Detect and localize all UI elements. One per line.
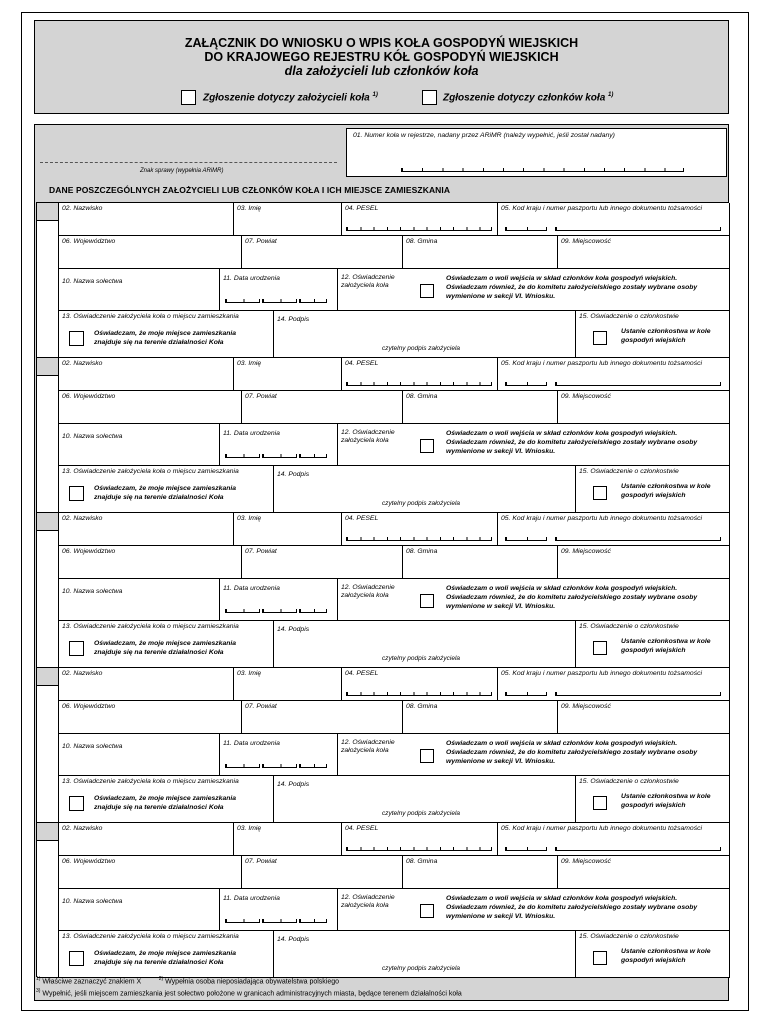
birth-day-ticks: [225, 454, 260, 458]
founder-decl-line3: wymienione w sekcji VI. Wniosku.: [446, 603, 556, 610]
residence-decl-line1: Oświadczam, że moje miejsce zamieszkania: [94, 485, 237, 492]
county-label: 07. Powiat: [245, 858, 277, 865]
surname-field[interactable]: [59, 823, 234, 856]
signature-field[interactable]: [274, 931, 576, 978]
founders-checkbox[interactable]: [181, 90, 196, 105]
membership-statement-field: [576, 621, 730, 668]
birth-month-ticks: [262, 609, 297, 613]
membership-decl-line2: gospodyń wiejskich: [621, 492, 686, 499]
birth-date-label: 11. Data urodzenia: [223, 430, 280, 437]
pesel-field[interactable]: [342, 513, 498, 546]
residence-statement-checkbox[interactable]: [69, 641, 84, 656]
surname-label: 02. Nazwisko: [62, 360, 103, 367]
founder-decl-line3: wymienione w sekcji VI. Wniosku.: [446, 293, 556, 300]
signature-field[interactable]: [274, 621, 576, 668]
membership-decl-line1: Ustanie członkostwa w kole: [621, 483, 711, 490]
founder-statement-checkbox[interactable]: [420, 284, 434, 298]
birth-year-ticks: [299, 299, 327, 303]
first-name-label: 03. Imię: [237, 515, 262, 522]
commune-field[interactable]: [403, 856, 558, 889]
voivodeship-label: 06. Województwo: [62, 393, 116, 400]
commune-field[interactable]: [403, 236, 558, 269]
membership-end-checkbox[interactable]: [593, 331, 607, 345]
founder-statement-label-2: założyciela koła: [341, 747, 389, 754]
birth-month-ticks: [262, 299, 297, 303]
entry-block: [36, 822, 729, 977]
founder-statement-label-2: założyciela koła: [341, 282, 389, 289]
founder-decl-line2: Oświadczam również, że do komitetu założycielskiego zostały wybrane osoby: [446, 284, 698, 291]
locality-field[interactable]: [558, 856, 730, 889]
country-code-ticks: [505, 227, 547, 231]
membership-decl-line2: gospodyń wiejskich: [621, 802, 686, 809]
residence-decl-line2: znajduje się na terenie działalności Koła: [94, 804, 224, 811]
pesel-ticks: [346, 382, 492, 386]
founder-statement-field: [338, 889, 730, 931]
village-name-label: 10. Nazwa sołectwa: [62, 898, 123, 905]
first-name-field[interactable]: [234, 668, 342, 701]
locality-label: 09. Miejscowość: [561, 393, 611, 400]
voivodeship-label: 06. Województwo: [62, 703, 116, 710]
document-number-label: 05. Kod kraju i numer paszportu lub innego dokumentu tożsamości: [501, 670, 702, 677]
locality-label: 09. Miejscowość: [561, 238, 611, 245]
founder-decl-line1: Oświadczam o woli wejścia w skład członków koła gospodyń wiejskich.: [446, 430, 678, 437]
commune-field[interactable]: [403, 701, 558, 734]
birth-date-field[interactable]: [220, 424, 338, 466]
membership-statement-field: [576, 776, 730, 823]
first-name-field[interactable]: [234, 513, 342, 546]
residence-statement-field: [59, 931, 274, 978]
commune-label: 08. Gmina: [406, 703, 438, 710]
founder-decl-line2: Oświadczam również, że do komitetu założycielskiego zostały wybrane osoby: [446, 749, 698, 756]
pesel-label: 04. PESEL: [345, 825, 379, 832]
membership-statement-field: [576, 466, 730, 513]
birth-date-label: 11. Data urodzenia: [223, 585, 280, 592]
first-name-label: 03. Imię: [237, 205, 262, 212]
signature-label: 14. Podpis: [277, 316, 310, 323]
country-code-ticks: [505, 382, 547, 386]
locality-field[interactable]: [558, 701, 730, 734]
case-number-label: Znak sprawy (wypełnia ARiMR): [140, 168, 224, 174]
pesel-label: 04. PESEL: [345, 670, 379, 677]
founder-statement-label-1: 12. Oświadczenie: [341, 584, 395, 591]
surname-field[interactable]: [59, 513, 234, 546]
founder-decl-line3: wymienione w sekcji VI. Wniosku.: [446, 758, 556, 765]
membership-statement-label: 15. Oświadczenie o członkostwie: [579, 468, 679, 475]
surname-field[interactable]: [59, 668, 234, 701]
county-label: 07. Powiat: [245, 393, 277, 400]
locality-label: 09. Miejscowość: [561, 703, 611, 710]
founder-statement-field: [338, 734, 730, 776]
residence-statement-checkbox[interactable]: [69, 796, 84, 811]
form-header: [34, 20, 729, 114]
voivodeship-label: 06. Województwo: [62, 858, 116, 865]
residence-decl-line2: znajduje się na terenie działalności Koła: [94, 649, 224, 656]
commune-label: 08. Gmina: [406, 858, 438, 865]
birth-month-ticks: [262, 454, 297, 458]
signature-caption: czytelny podpis założyciela: [382, 810, 461, 817]
residence-decl-line2: znajduje się na terenie działalności Koła: [94, 339, 224, 346]
birth-day-ticks: [225, 609, 260, 613]
birth-year-ticks: [299, 919, 327, 923]
birth-date-field[interactable]: [220, 734, 338, 776]
footnote-line-1: $^{1)}$ Właściwe zaznaczyć znakiem X $^{2)}$ Wypełnia osoba nieposiadająca obywatelstwa polskiego: [36, 976, 340, 986]
locality-label: 09. Miejscowość: [561, 548, 611, 555]
birth-year-ticks: [299, 454, 327, 458]
membership-decl-line2: gospodyń wiejskich: [621, 337, 686, 344]
form-title-line1: ZAŁĄCZNIK DO WNIOSKU O WPIS KOŁA GOSPODYŃ WIEJSKICH: [184, 36, 579, 50]
county-field[interactable]: [242, 856, 403, 889]
entry-side-cell: [37, 221, 59, 358]
residence-statement-label: 13. Oświadczenie założyciela koła o miejscu zamieszkania: [62, 778, 239, 785]
voivodeship-field[interactable]: [59, 701, 242, 734]
entry-number-cell: [37, 203, 59, 221]
entry-block: [36, 512, 729, 667]
founder-statement-checkbox[interactable]: [420, 594, 434, 608]
residence-statement-label: 13. Oświadczenie założyciela koła o miejscu zamieszkania: [62, 623, 239, 630]
signature-field[interactable]: [274, 466, 576, 513]
commune-label: 08. Gmina: [406, 238, 438, 245]
birth-date-field[interactable]: [220, 889, 338, 931]
form-title-line2: DO KRAJOWEGO REJESTRU KÓŁ GOSPODYŃ WIEJSKICH: [204, 50, 559, 64]
county-label: 07. Powiat: [245, 703, 277, 710]
surname-label: 02. Nazwisko: [62, 825, 103, 832]
membership-decl-line2: gospodyń wiejskich: [621, 647, 686, 654]
founder-decl-line1: Oświadczam o woli wejścia w skład członków koła gospodyń wiejskich.: [446, 740, 678, 747]
pesel-field[interactable]: [342, 358, 498, 391]
first-name-label: 03. Imię: [237, 825, 262, 832]
pesel-ticks: [346, 692, 492, 696]
birth-day-ticks: [225, 299, 260, 303]
first-name-field[interactable]: [234, 823, 342, 856]
signature-caption: czytelny podpis założyciela: [382, 345, 461, 352]
first-name-label: 03. Imię: [237, 670, 262, 677]
membership-statement-label: 15. Oświadczenie o członkostwie: [579, 623, 679, 630]
membership-decl-line1: Ustanie członkostwa w kole: [621, 328, 711, 335]
entry-number-cell: [37, 358, 59, 376]
section-title: DANE POSZCZEGÓLNYCH ZAŁOŻYCIELI LUB CZŁONKÓW KOŁA I ICH MIEJSCE ZAMIESZKANIA: [49, 185, 451, 195]
locality-label: 09. Miejscowość: [561, 858, 611, 865]
surname-field[interactable]: [59, 203, 234, 236]
surname-label: 02. Nazwisko: [62, 515, 103, 522]
village-name-field[interactable]: [59, 269, 220, 311]
founder-statement-field: [338, 424, 730, 466]
founder-statement-field: [338, 269, 730, 311]
village-name-label: 10. Nazwa sołectwa: [62, 278, 123, 285]
signature-caption: czytelny podpis założyciela: [382, 655, 461, 662]
founder-statement-label-2: założyciela koła: [341, 592, 389, 599]
document-number-field[interactable]: [498, 203, 730, 236]
surname-field[interactable]: [59, 358, 234, 391]
founder-statement-checkbox[interactable]: [420, 749, 434, 763]
pesel-field[interactable]: [342, 668, 498, 701]
members-checkbox[interactable]: [422, 90, 437, 105]
surname-label: 02. Nazwisko: [62, 670, 103, 677]
residence-statement-field: [59, 621, 274, 668]
document-number-label: 05. Kod kraju i numer paszportu lub innego dokumentu tożsamości: [501, 515, 702, 522]
membership-statement-label: 15. Oświadczenie o członkostwie: [579, 933, 679, 940]
signature-label: 14. Podpis: [277, 626, 310, 633]
founder-statement-field: [338, 579, 730, 621]
county-field[interactable]: [242, 546, 403, 579]
founder-statement-checkbox[interactable]: [420, 439, 434, 453]
birth-date-label: 11. Data urodzenia: [223, 740, 280, 747]
residence-statement-label: 13. Oświadczenie założyciela koła o miejscu zamieszkania: [62, 313, 239, 320]
entry-side-cell: [37, 686, 59, 823]
pesel-field[interactable]: [342, 203, 498, 236]
document-number-label: 05. Kod kraju i numer paszportu lub innego dokumentu tożsamości: [501, 205, 702, 212]
pesel-ticks: [346, 847, 492, 851]
founder-statement-label-1: 12. Oświadczenie: [341, 274, 395, 281]
country-code-ticks: [505, 847, 547, 851]
founder-statement-label-1: 12. Oświadczenie: [341, 894, 395, 901]
document-number-ticks: [555, 382, 721, 386]
birth-day-ticks: [225, 764, 260, 768]
county-label: 07. Powiat: [245, 548, 277, 555]
founder-decl-line2: Oświadczam również, że do komitetu założycielskiego zostały wybrane osoby: [446, 594, 698, 601]
membership-statement-label: 15. Oświadczenie o członkostwie: [579, 778, 679, 785]
entry-side-cell: [37, 841, 59, 978]
signature-field[interactable]: [274, 776, 576, 823]
village-name-field[interactable]: [59, 579, 220, 621]
document-number-ticks: [555, 227, 721, 231]
country-code-ticks: [505, 692, 547, 696]
commune-field[interactable]: [403, 546, 558, 579]
voivodeship-field[interactable]: [59, 236, 242, 269]
residence-statement-field: [59, 466, 274, 513]
village-name-label: 10. Nazwa sołectwa: [62, 588, 123, 595]
residence-decl-line1: Oświadczam, że moje miejsce zamieszkania: [94, 640, 237, 647]
village-name-field[interactable]: [59, 734, 220, 776]
founder-decl-line3: wymienione w sekcji VI. Wniosku.: [446, 913, 556, 920]
birth-day-ticks: [225, 919, 260, 923]
voivodeship-field[interactable]: [59, 546, 242, 579]
commune-field[interactable]: [403, 391, 558, 424]
first-name-field[interactable]: [234, 358, 342, 391]
residence-statement-checkbox[interactable]: [69, 486, 84, 501]
entry-block: [36, 667, 729, 822]
birth-year-ticks: [299, 609, 327, 613]
signature-label: 14. Podpis: [277, 936, 310, 943]
membership-decl-line1: Ustanie członkostwa w kole: [621, 948, 711, 955]
founder-statement-label-1: 12. Oświadczenie: [341, 739, 395, 746]
founder-statement-checkbox[interactable]: [420, 904, 434, 918]
residence-decl-line2: znajduje się na terenie działalności Koła: [94, 494, 224, 501]
signature-label: 14. Podpis: [277, 781, 310, 788]
birth-date-label: 11. Data urodzenia: [223, 895, 280, 902]
document-number-label: 05. Kod kraju i numer paszportu lub innego dokumentu tożsamości: [501, 360, 702, 367]
entry-side-cell: [37, 531, 59, 668]
country-code-ticks: [505, 537, 547, 541]
residence-statement-field: [59, 311, 274, 358]
membership-decl-line1: Ustanie członkostwa w kole: [621, 638, 711, 645]
entry-number-cell: [37, 513, 59, 531]
document-number-ticks: [555, 847, 721, 851]
membership-end-checkbox[interactable]: [593, 951, 607, 965]
signature-caption: czytelny podpis założyciela: [382, 965, 461, 972]
founder-decl-line2: Oświadczam również, że do komitetu założycielskiego zostały wybrane osoby: [446, 904, 698, 911]
document-number-field[interactable]: [498, 513, 730, 546]
voivodeship-field[interactable]: [59, 856, 242, 889]
membership-statement-label: 15. Oświadczenie o członkostwie: [579, 313, 679, 320]
entry-side-cell: [37, 376, 59, 513]
county-field[interactable]: [242, 236, 403, 269]
document-number-field[interactable]: [498, 668, 730, 701]
pesel-ticks: [346, 537, 492, 541]
village-name-label: 10. Nazwa sołectwa: [62, 433, 123, 440]
surname-label: 02. Nazwisko: [62, 205, 103, 212]
residence-decl-line1: Oświadczam, że moje miejsce zamieszkania: [94, 330, 237, 337]
founder-decl-line1: Oświadczam o woli wejścia w skład członków koła gospodyń wiejskich.: [446, 585, 678, 592]
pesel-label: 04. PESEL: [345, 360, 379, 367]
village-name-field[interactable]: [59, 889, 220, 931]
membership-end-checkbox[interactable]: [593, 641, 607, 655]
locality-field[interactable]: [558, 391, 730, 424]
document-number-field[interactable]: [498, 823, 730, 856]
footnote-line-2: $^{3)}$ Wypełnić, jeśli miejscem zamieszkania jest sołectwo położone w granicach administracyjnych miasta, będące terenem działalności koła: [36, 988, 462, 998]
founder-decl-line1: Oświadczam o woli wejścia w skład członków koła gospodyń wiejskich.: [446, 895, 678, 902]
village-name-field[interactable]: [59, 424, 220, 466]
registry-number-label: 01. Numer koła w rejestrze, nadany przez ARiMR (należy wypełnić, jeśli został nadany): [353, 132, 615, 139]
signature-field[interactable]: [274, 311, 576, 358]
commune-label: 08. Gmina: [406, 548, 438, 555]
entry-block: [36, 357, 729, 512]
registry-number-box[interactable]: [346, 128, 727, 177]
birth-date-label: 11. Data urodzenia: [223, 275, 280, 282]
village-name-label: 10. Nazwa sołectwa: [62, 743, 123, 750]
document-number-label: 05. Kod kraju i numer paszportu lub innego dokumentu tożsamości: [501, 825, 702, 832]
birth-date-field[interactable]: [220, 579, 338, 621]
voivodeship-field[interactable]: [59, 391, 242, 424]
entry-block: [36, 202, 729, 357]
first-name-field[interactable]: [234, 203, 342, 236]
county-field[interactable]: [242, 391, 403, 424]
founders-option-label: Zgłoszenie dotyczy założycieli koła $^{1)}$: [203, 92, 378, 104]
residence-statement-label: 13. Oświadczenie założyciela koła o miejscu zamieszkania: [62, 468, 239, 475]
residence-decl-line2: znajduje się na terenie działalności Koła: [94, 959, 224, 966]
membership-decl-line1: Ustanie członkostwa w kole: [621, 793, 711, 800]
birth-date-field[interactable]: [220, 269, 338, 311]
birth-month-ticks: [262, 919, 297, 923]
birth-year-ticks: [299, 764, 327, 768]
membership-end-checkbox[interactable]: [593, 486, 607, 500]
founder-decl-line1: Oświadczam o woli wejścia w skład członków koła gospodyń wiejskich.: [446, 275, 678, 282]
signature-caption: czytelny podpis założyciela: [382, 500, 461, 507]
birth-month-ticks: [262, 764, 297, 768]
case-number-line: [40, 162, 337, 163]
members-option-label: Zgłoszenie dotyczy członków koła $^{1)}$: [443, 92, 614, 104]
residence-decl-line1: Oświadczam, że moje miejsce zamieszkania: [94, 795, 237, 802]
pesel-field[interactable]: [342, 823, 498, 856]
registry-number-ticks: [401, 168, 684, 172]
pesel-label: 04. PESEL: [345, 515, 379, 522]
residence-decl-line1: Oświadczam, że moje miejsce zamieszkania: [94, 950, 237, 957]
founder-statement-label-1: 12. Oświadczenie: [341, 429, 395, 436]
residence-statement-field: [59, 776, 274, 823]
locality-field[interactable]: [558, 236, 730, 269]
founder-decl-line3: wymienione w sekcji VI. Wniosku.: [446, 448, 556, 455]
document-number-ticks: [555, 692, 721, 696]
founder-decl-line2: Oświadczam również, że do komitetu założycielskiego zostały wybrane osoby: [446, 439, 698, 446]
residence-statement-label: 13. Oświadczenie założyciela koła o miejscu zamieszkania: [62, 933, 239, 940]
residence-statement-checkbox[interactable]: [69, 951, 84, 966]
entry-number-cell: [37, 668, 59, 686]
founder-statement-label-2: założyciela koła: [341, 902, 389, 909]
voivodeship-label: 06. Województwo: [62, 238, 116, 245]
locality-field[interactable]: [558, 546, 730, 579]
entry-number-cell: [37, 823, 59, 841]
pesel-label: 04. PESEL: [345, 205, 379, 212]
document-number-field[interactable]: [498, 358, 730, 391]
membership-end-checkbox[interactable]: [593, 796, 607, 810]
county-label: 07. Powiat: [245, 238, 277, 245]
signature-label: 14. Podpis: [277, 471, 310, 478]
membership-decl-line2: gospodyń wiejskich: [621, 957, 686, 964]
document-number-ticks: [555, 537, 721, 541]
residence-statement-checkbox[interactable]: [69, 331, 84, 346]
form-subtitle: dla założycieli lub członków koła: [284, 64, 479, 78]
membership-statement-field: [576, 311, 730, 358]
membership-statement-field: [576, 931, 730, 978]
commune-label: 08. Gmina: [406, 393, 438, 400]
founder-statement-label-2: założyciela koła: [341, 437, 389, 444]
first-name-label: 03. Imię: [237, 360, 262, 367]
pesel-ticks: [346, 227, 492, 231]
voivodeship-label: 06. Województwo: [62, 548, 116, 555]
county-field[interactable]: [242, 701, 403, 734]
